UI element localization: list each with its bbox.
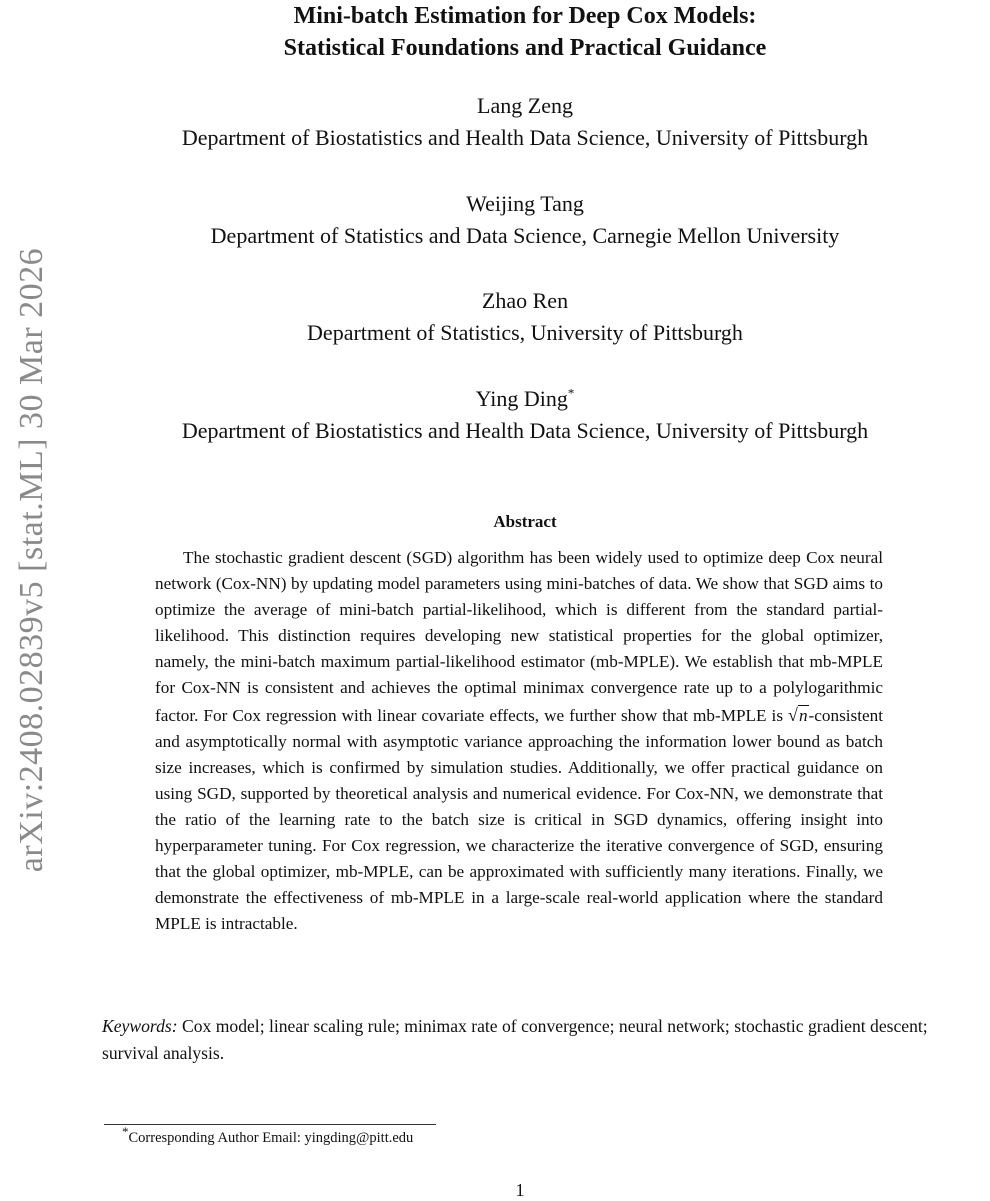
arxiv-stamp-text: arXiv:2408.02839v5 [stat.ML] 30 Mar 2026	[13, 247, 50, 873]
author-affiliation: Department of Biostatistics and Health Data Science, University of Pittsburgh	[181, 418, 869, 443]
sqrt-n-expression: √n	[788, 704, 808, 725]
author-name: Weijing Tang	[466, 191, 584, 216]
footnote-divider	[104, 1124, 436, 1125]
footnote-text: Corresponding Author Email: yingding@pitt.edu	[128, 1130, 414, 1146]
footnote: *Corresponding Author Email: yingding@pitt.edu	[122, 1124, 414, 1146]
author-block-4	[100, 383, 950, 447]
page-number: 1	[515, 1180, 525, 1200]
author-block-3	[100, 285, 950, 349]
author-affiliation: Department of Statistics and Data Science, Carnegie Mellon University	[210, 223, 840, 248]
title-line-2: Statistical Foundations and Practical Guidance	[283, 35, 767, 61]
author-block-1	[100, 90, 950, 154]
abstract-heading: Abstract	[493, 512, 557, 531]
abstract-body: The stochastic gradient descent (SGD) algorithm has been widely used to optimize deep Cox neural network (Cox-NN) by updating model parameters using mini-batches of data. We show that SGD aims to optimize the average of mini-batch partial-likelihood, which is different from the standard partial-likelihood. This distinction requires developing new statistical properties for the global optimizer, namely, the mini-batch maximum partial-likelihood estimator (mb-MPLE). We establish that mb-MPLE for Cox-NN is consistent and achieves the optimal minimax convergence rate up to a polylogarithmic factor. For Cox regression with linear covariate effects, we further show that mb-MPLE is √n-consistent and asymptotically normal with asymptotic variance approaching the information lower bound as batch size increases, which is confirmed by simulation studies. Additionally, we offer practical guidance on using SGD, supported by theoretical analysis and numerical evidence. For Cox-NN, we demonstrate that the ratio of the learning rate to the batch size is critical in SGD dynamics, offering insight into hyperparameter tuning. For Cox regression, we characterize the iterative convergence of SGD, ensuring that the global optimizer, mb-MPLE, can be approximated with sufficiently many iterations. Finally, we demonstrate the effectiveness of mb-MPLE in a large-scale real-world application where the standard MPLE is intractable.	[155, 548, 883, 934]
author-name: Zhao Ren	[481, 288, 569, 313]
paper-title	[100, 0, 950, 64]
author-name: Lang Zeng	[477, 93, 573, 118]
author-block-2	[100, 188, 950, 252]
keywords	[102, 1013, 974, 1067]
author-name: Ying Ding*	[475, 385, 575, 411]
keywords-label: Keywords:	[102, 1016, 178, 1036]
title-line-1: Mini-batch Estimation for Deep Cox Models:	[293, 3, 757, 29]
arxiv-identifier-stamp	[12, 200, 52, 920]
corresponding-author-mark: *	[567, 385, 575, 401]
author-affiliation: Department of Biostatistics and Health Data Science, University of Pittsburgh	[181, 125, 869, 150]
author-affiliation: Department of Statistics, University of Pittsburgh	[307, 320, 743, 345]
keywords-text: Cox model; linear scaling rule; minimax rate of convergence; neural network; stochastic gradient descent; survival analysis.	[102, 1016, 928, 1063]
